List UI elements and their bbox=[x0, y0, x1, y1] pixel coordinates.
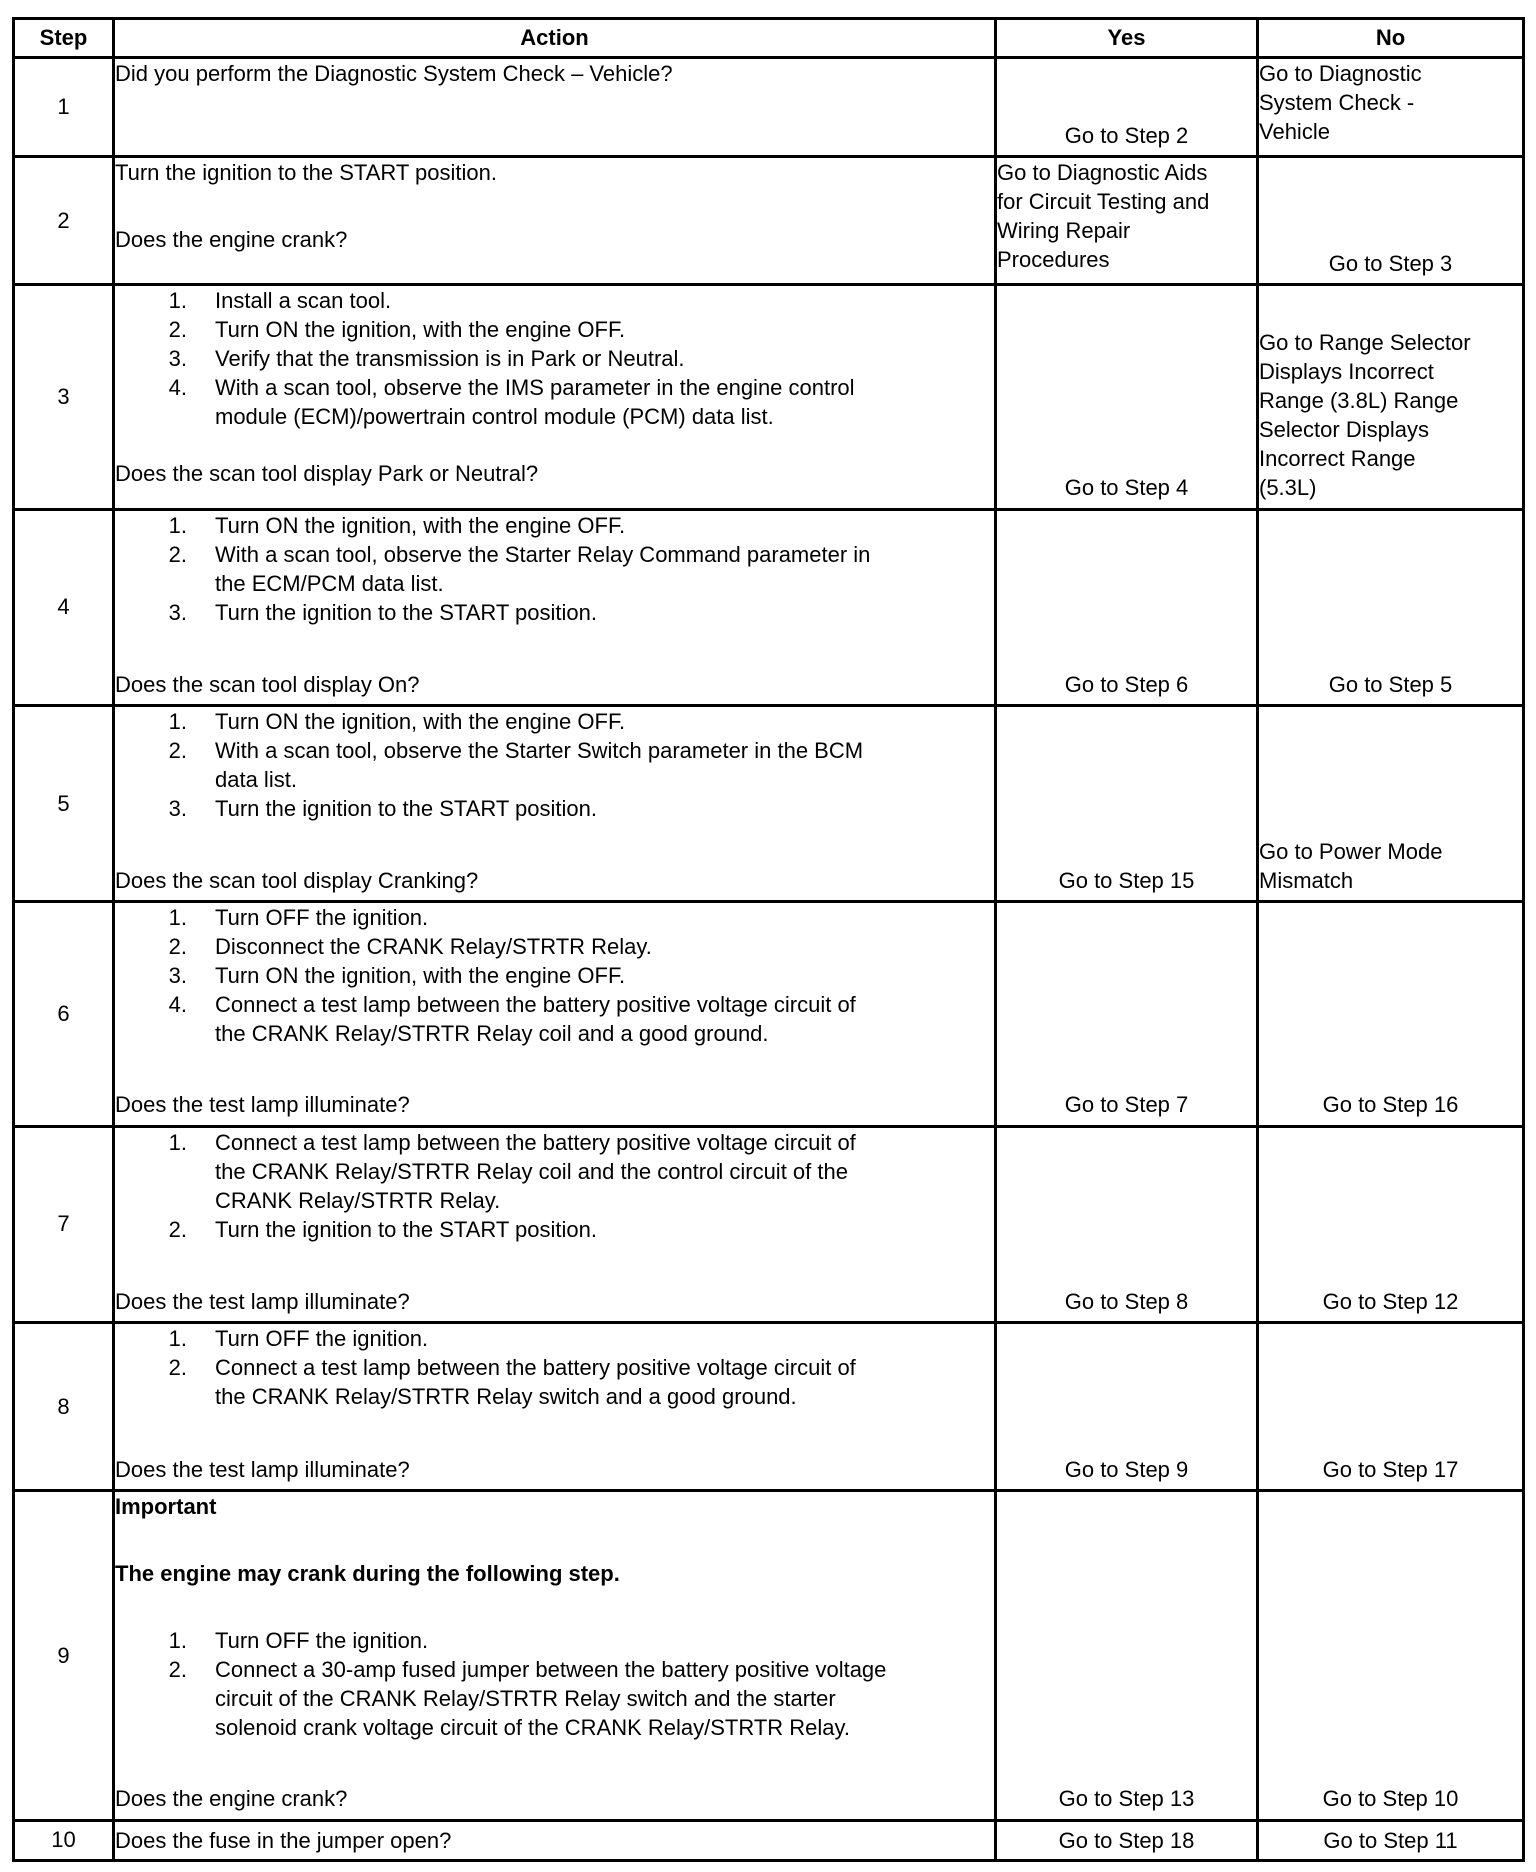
item-text: Turn ON the ignition, with the engine OFF. bbox=[215, 317, 626, 343]
no-cell bbox=[1258, 157, 1524, 285]
no-cell bbox=[1258, 285, 1524, 509]
no-cell bbox=[1258, 1491, 1524, 1821]
item-text: Turn ON the ignition, with the engine OFF. bbox=[215, 512, 626, 538]
no-cell bbox=[1258, 1820, 1524, 1860]
no-result-line: Go to Power Mode bbox=[1259, 839, 1443, 865]
list-item: 1. Turn OFF the ignition. bbox=[115, 903, 994, 932]
no-result: Go to Step 3 bbox=[1328, 251, 1453, 277]
no-result-line: System Check - bbox=[1259, 90, 1415, 115]
no-result-line: Vehicle bbox=[1259, 119, 1330, 144]
list-item: 3. Verify that the transmission is in Park or Neutral. bbox=[115, 344, 994, 373]
no-result-line: Range (3.8L) Range bbox=[1259, 388, 1459, 414]
question-text: Does the engine crank? bbox=[115, 1786, 348, 1812]
instruction-list bbox=[115, 511, 994, 627]
no-cell bbox=[1258, 1126, 1524, 1322]
header-action: Action bbox=[114, 19, 996, 58]
no-result-line: (5.3L) bbox=[1259, 475, 1317, 501]
action-cell bbox=[114, 1820, 996, 1860]
item-text: With a scan tool, observe the Starter Relay Command parameter in bbox=[215, 541, 871, 567]
list-item: 4. With a scan tool, observe the IMS parameter in the engine control module (ECM)/powertrain control module (PCM) data list. bbox=[168, 375, 855, 430]
table-row bbox=[14, 902, 1524, 1126]
question-text: Does the test lamp illuminate? bbox=[115, 1457, 410, 1483]
item-text: Turn OFF the ignition. bbox=[215, 1628, 429, 1654]
no-result-line: Go to Range Selector bbox=[1259, 330, 1471, 356]
yes-result: Go to Step 6 bbox=[1064, 671, 1189, 697]
table-row bbox=[14, 706, 1524, 902]
no-result: Go to Step 10 bbox=[1322, 1786, 1459, 1812]
instruction-list bbox=[115, 707, 994, 823]
instruction-list bbox=[115, 903, 994, 1048]
item-text: Turn the ignition to the START position. bbox=[215, 1216, 597, 1242]
no-result: Go to Step 16 bbox=[1322, 1092, 1459, 1118]
item-text: module (ECM)/powertrain control module (PCM) data list. bbox=[215, 404, 774, 430]
yes-cell bbox=[996, 58, 1258, 157]
yes-result-line: Procedures bbox=[997, 247, 1110, 273]
yes-result: Go to Step 7 bbox=[1064, 1092, 1189, 1118]
yes-result-line: for Circuit Testing and bbox=[997, 189, 1210, 215]
table-row bbox=[14, 1491, 1524, 1821]
no-cell bbox=[1258, 509, 1524, 705]
item-text: Install a scan tool. bbox=[215, 288, 392, 314]
item-text: Turn OFF the ignition. bbox=[215, 905, 429, 931]
action-cell bbox=[114, 1323, 996, 1491]
list-item: 1. Turn ON the ignition, with the engine OFF. bbox=[115, 511, 994, 540]
step-number: 8 bbox=[14, 1323, 114, 1491]
yes-cell bbox=[996, 1126, 1258, 1322]
question-text: Does the test lamp illuminate? bbox=[115, 1288, 410, 1314]
instruction-list bbox=[115, 1128, 994, 1244]
header-no: No bbox=[1258, 19, 1524, 58]
step-number: 2 bbox=[14, 157, 114, 285]
yes-cell bbox=[996, 706, 1258, 902]
step-number: 1 bbox=[14, 58, 114, 157]
warning-text: The engine may crank during the following step. bbox=[115, 1561, 620, 1587]
step-number: 3 bbox=[14, 285, 114, 509]
list-item: 1. Connect a test lamp between the battery positive voltage circuit of the CRANK Relay/STRTR Relay coil and the control circuit of the CRANK Relay/STRTR Relay. bbox=[168, 1129, 856, 1213]
list-item: 4. Connect a test lamp between the battery positive voltage circuit of the CRANK Relay/STRTR Relay coil and a good ground. bbox=[168, 992, 856, 1047]
yes-cell bbox=[996, 285, 1258, 509]
item-text: Turn the ignition to the START position. bbox=[215, 796, 597, 822]
item-text: the CRANK Relay/STRTR Relay coil and the control circuit of the bbox=[215, 1158, 848, 1184]
yes-cell bbox=[996, 509, 1258, 705]
step-number: 5 bbox=[14, 706, 114, 902]
yes-result-line: Wiring Repair bbox=[997, 218, 1131, 244]
no-result: Go to Step 12 bbox=[1322, 1288, 1459, 1314]
list-item: 1. Turn ON the ignition, with the engine OFF. bbox=[115, 707, 994, 736]
item-text: circuit of the CRANK Relay/STRTR Relay switch and the starter bbox=[215, 1686, 836, 1712]
step-number: 4 bbox=[14, 509, 114, 705]
table-row bbox=[14, 1126, 1524, 1322]
list-item: 2. Turn the ignition to the START position. bbox=[115, 1215, 994, 1244]
item-text: the CRANK Relay/STRTR Relay switch and a good ground. bbox=[215, 1384, 797, 1410]
list-item: 1. Install a scan tool. bbox=[115, 286, 994, 315]
table-row bbox=[14, 285, 1524, 509]
step-number: 10 bbox=[14, 1820, 114, 1860]
item-text: Turn the ignition to the START position. bbox=[215, 599, 597, 625]
step-number: 7 bbox=[14, 1126, 114, 1322]
item-text: With a scan tool, observe the IMS parameter in the engine control bbox=[215, 375, 855, 401]
list-item: 2. Disconnect the CRANK Relay/STRTR Relay. bbox=[115, 932, 994, 961]
item-text: solenoid crank voltage circuit of the CRANK Relay/STRTR Relay. bbox=[215, 1715, 850, 1741]
instruction-list bbox=[115, 286, 994, 431]
action-cell bbox=[114, 58, 996, 157]
yes-result: Go to Step 13 bbox=[1058, 1786, 1195, 1812]
list-item: 2. Turn ON the ignition, with the engine OFF. bbox=[115, 315, 994, 344]
list-item: 3. Turn the ignition to the START position. bbox=[115, 598, 994, 627]
important-label: Important bbox=[115, 1494, 217, 1520]
action-cell bbox=[114, 902, 996, 1126]
yes-result: Go to Step 2 bbox=[1064, 123, 1189, 148]
question-text: Does the scan tool display Cranking? bbox=[115, 868, 479, 894]
list-item: 2. Connect a 30-amp fused jumper between the battery positive voltage circuit of the CRANK Relay/STRTR Relay switch and the starter solenoid crank voltage circuit of the CRANK Relay/STRTR Relay. bbox=[168, 1657, 887, 1741]
table-row bbox=[14, 157, 1524, 285]
yes-result: Go to Step 9 bbox=[1064, 1457, 1189, 1483]
action-cell bbox=[114, 509, 996, 705]
list-item: 2. With a scan tool, observe the Starter Switch parameter in the BCM data list. bbox=[168, 738, 864, 793]
item-text: Turn ON the ignition, with the engine OFF. bbox=[215, 963, 626, 989]
item-text: Turn ON the ignition, with the engine OFF. bbox=[215, 709, 626, 735]
header-step: Step bbox=[14, 19, 114, 58]
yes-cell bbox=[996, 1323, 1258, 1491]
instruction-list bbox=[115, 1324, 994, 1411]
no-result-line: Mismatch bbox=[1259, 868, 1354, 894]
no-result: Go to Step 5 bbox=[1328, 671, 1453, 697]
question-text: Does the fuse in the jumper open? bbox=[115, 1827, 452, 1853]
item-text: Connect a 30-amp fused jumper between the battery positive voltage bbox=[215, 1657, 887, 1683]
no-cell bbox=[1258, 58, 1524, 157]
yes-cell bbox=[996, 902, 1258, 1126]
list-item: 3. Turn ON the ignition, with the engine OFF. bbox=[115, 961, 994, 990]
question-text: Did you perform the Diagnostic System Check – Vehicle? bbox=[115, 61, 673, 86]
item-text: Connect a test lamp between the battery positive voltage circuit of bbox=[215, 1355, 856, 1381]
no-cell bbox=[1258, 706, 1524, 902]
item-text: the ECM/PCM data list. bbox=[215, 570, 444, 596]
no-result-line: Displays Incorrect bbox=[1259, 359, 1434, 385]
table-row bbox=[14, 1820, 1524, 1860]
no-result: Go to Step 17 bbox=[1322, 1457, 1459, 1483]
table-row bbox=[14, 1323, 1524, 1491]
no-cell bbox=[1258, 902, 1524, 1126]
item-text: data list. bbox=[215, 767, 297, 793]
item-text: With a scan tool, observe the Starter Switch parameter in the BCM bbox=[215, 738, 864, 764]
header-row bbox=[14, 19, 1524, 58]
item-text: CRANK Relay/STRTR Relay. bbox=[215, 1187, 501, 1213]
yes-cell bbox=[996, 1491, 1258, 1821]
list-item: 1. Turn OFF the ignition. bbox=[115, 1324, 994, 1353]
item-text: Verify that the transmission is in Park or Neutral. bbox=[215, 346, 685, 372]
yes-result: Go to Step 15 bbox=[1058, 868, 1195, 894]
action-cell bbox=[114, 1126, 996, 1322]
no-cell bbox=[1258, 1323, 1524, 1491]
yes-result-line: Go to Diagnostic Aids bbox=[997, 160, 1208, 186]
table-row bbox=[14, 509, 1524, 705]
yes-cell bbox=[996, 1820, 1258, 1860]
question-text: Does the scan tool display Park or Neutral? bbox=[115, 461, 539, 487]
item-text: Disconnect the CRANK Relay/STRTR Relay. bbox=[215, 934, 652, 960]
instruction-list bbox=[115, 1626, 994, 1742]
table-row bbox=[14, 58, 1524, 157]
no-result: Go to Step 11 bbox=[1323, 1827, 1458, 1853]
item-text: the CRANK Relay/STRTR Relay coil and a good ground. bbox=[215, 1021, 769, 1047]
yes-result: Go to Step 4 bbox=[1064, 475, 1189, 501]
yes-cell bbox=[996, 157, 1258, 285]
action-cell bbox=[114, 706, 996, 902]
list-item: 3. Turn the ignition to the START position. bbox=[115, 794, 994, 823]
action-cell bbox=[114, 157, 996, 285]
action-cell bbox=[114, 285, 996, 509]
yes-result: Go to Step 18 bbox=[1058, 1827, 1195, 1853]
list-item: 2. Connect a test lamp between the battery positive voltage circuit of the CRANK Relay/STRTR Relay switch and a good ground. bbox=[168, 1355, 856, 1410]
list-item: 1. Turn OFF the ignition. bbox=[115, 1626, 994, 1655]
item-text: Connect a test lamp between the battery positive voltage circuit of bbox=[215, 992, 856, 1018]
no-result-line: Incorrect Range bbox=[1259, 446, 1416, 472]
intro-text: Turn the ignition to the START position. bbox=[115, 160, 497, 186]
no-result-line: Go to Diagnostic bbox=[1259, 61, 1422, 86]
yes-result: Go to Step 8 bbox=[1064, 1288, 1189, 1314]
item-text: Turn OFF the ignition. bbox=[215, 1326, 429, 1352]
no-result-line: Selector Displays bbox=[1259, 417, 1429, 443]
header-yes: Yes bbox=[996, 19, 1258, 58]
question-text: Does the scan tool display On? bbox=[115, 671, 420, 697]
step-number: 6 bbox=[14, 902, 114, 1126]
list-item: 2. With a scan tool, observe the Starter Relay Command parameter in the ECM/PCM data list. bbox=[168, 541, 871, 596]
question-text: Does the test lamp illuminate? bbox=[115, 1092, 410, 1118]
diagnostic-table bbox=[12, 17, 1525, 1862]
action-cell bbox=[114, 1491, 996, 1821]
item-text: Connect a test lamp between the battery positive voltage circuit of bbox=[215, 1129, 856, 1155]
question-text: Does the engine crank? bbox=[115, 227, 348, 253]
step-number: 9 bbox=[14, 1491, 114, 1821]
